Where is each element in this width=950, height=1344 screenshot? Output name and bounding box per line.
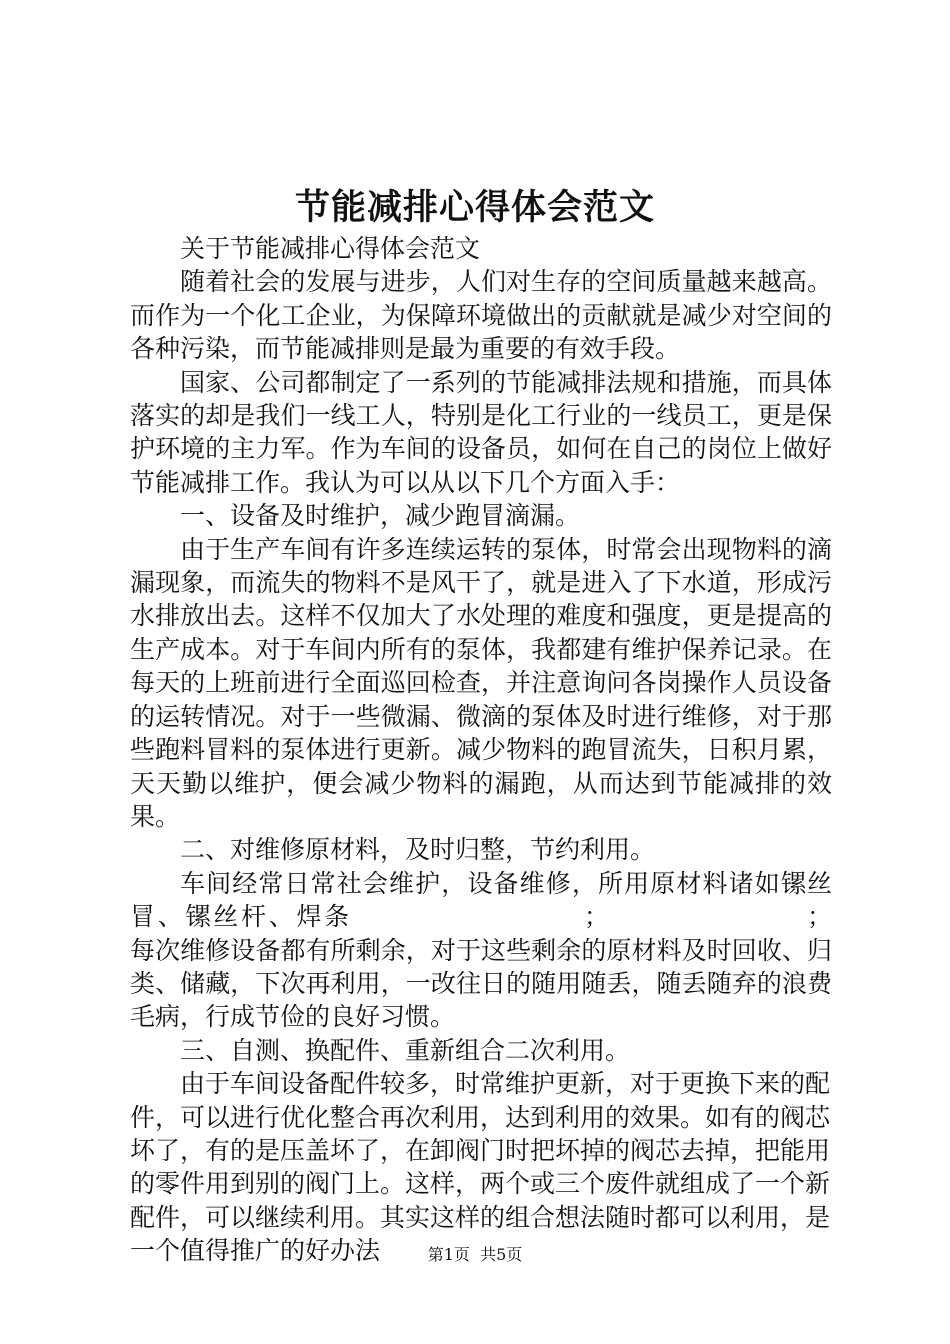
materials-lead: 车间经常日常社会维护，设备维修，所用原材料诸如镙丝冒、镙丝杆、焊条 [130, 868, 832, 932]
section-heading-1: 一、设备及时维护，减少跑冒滴漏。 [180, 501, 581, 531]
materials-rest: ；每次维修设备都有所剩余，对于这些剩余的原材料及时回收、归类、储藏，下次再利用，一改往日的随用随丢，随丢随弃的浪费毛病，行成节俭的良好习惯。 [130, 902, 832, 1032]
section-heading-2: 二、对维修原材料，及时归整，节约利用。 [180, 835, 656, 865]
page-footer [0, 1244, 950, 1266]
page-total: 共5页 [480, 1245, 523, 1264]
paragraph-background: 随着社会的发展与进步，人们对生存的空间质量越来越高。而作为一个化工企业，为保障环境做出的贡献就是减少对空间的各种污染，而节能减排则是最为重要的有效手段。 [130, 267, 832, 364]
paragraph-materials [130, 867, 832, 1034]
paragraph-policy: 国家、公司都制定了一系列的节能减排法规和措施，而具体落实的却是我们一线工人，特别是化工行业的一线员工，更是保护环境的主力军。作为车间的设备员，如何在自己的岗位上做好节能减排工作。我认为可以从以下几个方面入手： [130, 367, 832, 497]
materials-separator: ； [583, 902, 609, 932]
intro-line: 关于节能减排心得体会范文 [180, 234, 481, 263]
page-number: 第1页 [427, 1245, 470, 1264]
paragraph-maintenance: 由于生产车间有许多连续运转的泵体，时常会出现物料的滴漏现象，而流失的物料不是风干了，就是进入了下水道，形成污水排放出去。这样不仅加大了水处理的难度和强度，更是提高的生产成本。对于车间内所有的泵体，我都建有维护保养记录。在每天的上班前进行全面巡回检查，并注意询问各岗操作人员设备的运转情况。对于一些微漏、微滴的泵体及时进行维修，对于那些跑料冒料的泵体进行更新。减少物料的跑冒流失，日积月累，天天勤以维护，便会减少物料的漏跑，从而达到节能减排的效果。 [130, 534, 832, 831]
document-body [130, 232, 832, 1268]
paragraph-reuse: 由于车间设备配件较多，时常维护更新，对于更换下来的配件，可以进行优化整合再次利用，达到利用的效果。如有的阀芯坏了，有的是压盖坏了，在卸阀门时把坏掉的阀芯去掉，把能用的零件用到别的阀门上。这样，两个或三个废件就组成了一个新配件，可以继续利用。其实这样的组合想法随时都可以利用，是一个值得推广的好办法 [130, 1069, 831, 1266]
document-title: 节能减排心得体会范文 [294, 187, 655, 228]
section-heading-3: 三、自测、换配件、重新组合二次利用。 [180, 1035, 631, 1065]
